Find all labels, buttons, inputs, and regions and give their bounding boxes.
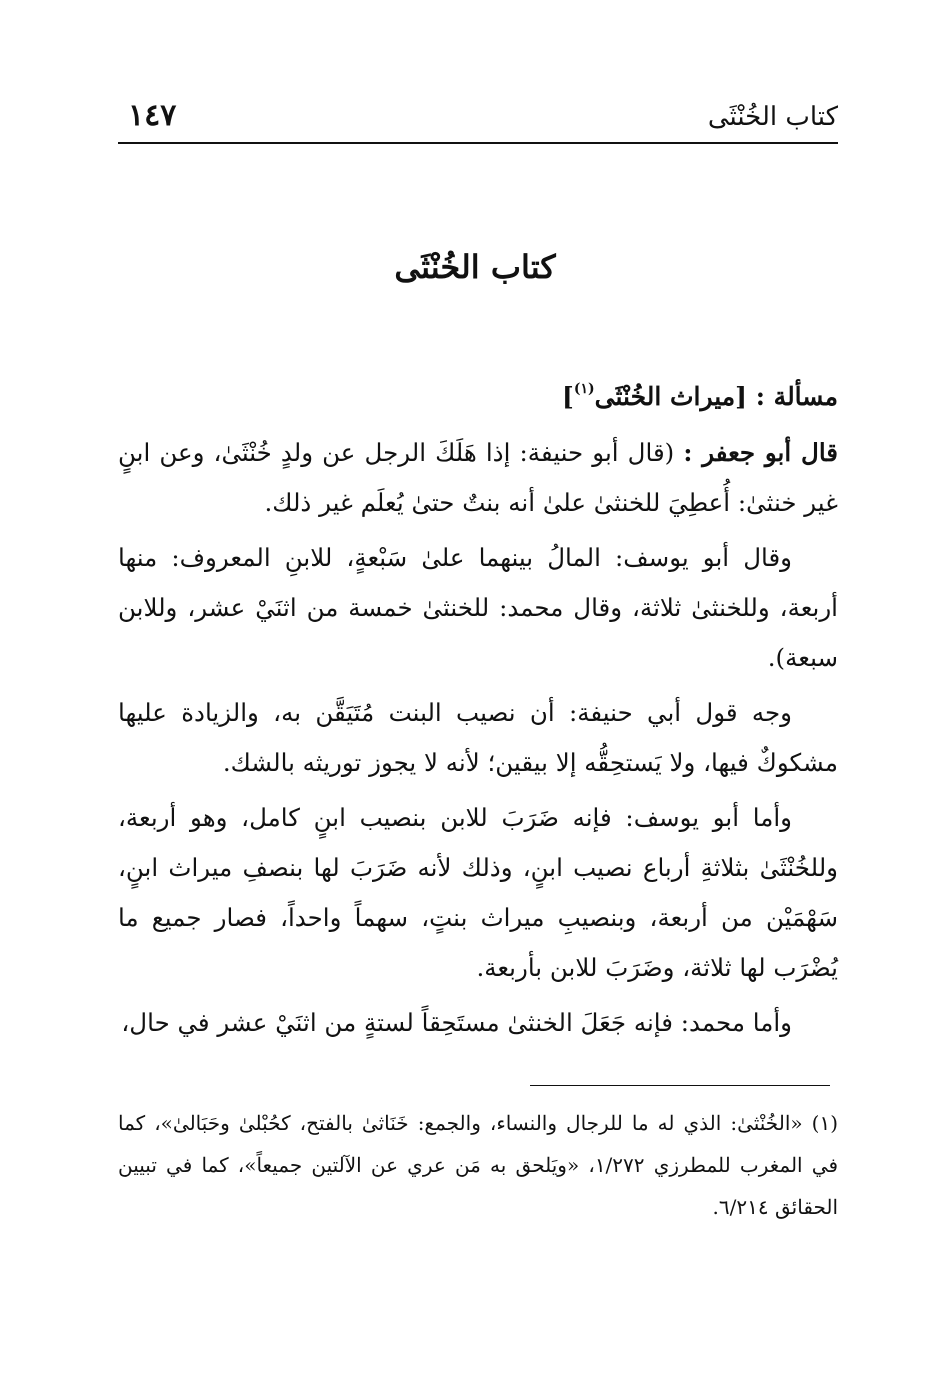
paragraph-text: وأما محمد: فإنه جَعَلَ الخنثىٰ مستَحِقاً لستةٍ من اثنَيْ عشر في حال، (121, 1008, 792, 1037)
paragraph-1 (118, 428, 838, 528)
paragraph-text: وقال أبو يوسف: المالُ بينهما علىٰ سَبْعةٍ، للابنِ المعروف: منها أربعة، وللخنثىٰ ثلاثة، وقال محمد: للخنثىٰ خمسة من اثنَيْ عشر، وللابن سبعة). (118, 543, 838, 672)
masala-label: مسألة : (755, 382, 838, 411)
paragraph-3 (118, 688, 838, 788)
masala-title: [ميراث الخُنْثَى$^{(١)}$] (562, 381, 748, 411)
running-title: كتاب الخُنْثَى (707, 102, 838, 132)
paragraph-text: وأما أبو يوسف: فإنه ضَرَبَ للابن بنصيب ابنٍ كامل، وهو أربعة، وللخُنْثَىٰ بثلاثةِ أرباع نصيب ابنٍ، وذلك لأنه ضَرَبَ لها بنصفِ ميراث ابنٍ، سَهْمَيْن من أربعة، وبنصيبِ ميراث بنتٍ، سهماً واحداً، فصار جميع ما يُضْرَب لها ثلاثة، وضَرَبَ للابن بأربعة. (118, 803, 838, 982)
paragraph-5 (118, 998, 838, 1048)
main-text (118, 372, 838, 1053)
paragraph-lead: قال أبو جعفر : (683, 438, 838, 467)
running-header (118, 96, 838, 144)
chapter-title: كتاب الخُنْثَى (394, 248, 556, 286)
masala-heading (118, 372, 838, 422)
paragraph-4 (118, 793, 838, 993)
paragraph-text: (قال أبو حنيفة: إذا هَلَكَ الرجل عن ولدٍ خُنْثَىٰ، وعن ابنٍ غير خنثىٰ: أُعطِيَ للخنثىٰ علىٰ أنه بنتٌ حتىٰ يُعلَم غير ذلك. (118, 438, 838, 517)
paragraph-2 (118, 533, 838, 683)
footnote: (١) «الخُنْثىٰ: الذي له ما للرجال والنساء، والجمع: خَنَاثىٰ بالفتح، كحُبْلىٰ وحَبَالىٰ»، كما في المغرب للمطرزي ١/٢٧٢، «ويَلحق به مَن عري عن الآلتين جميعاً»، كما في تبيين الحقائق ٦/٢١٤. (118, 1111, 839, 1219)
paragraph-text: وجه قول أبي حنيفة: أن نصيب البنت مُتَيَقَّن به، والزيادة عليها مشكوكٌ فيها، ولا يَستحِقُّه إلا بيقين؛ لأنه لا يجوز توريثه بالشك. (118, 698, 838, 777)
footnote-divider (530, 1085, 830, 1086)
page-number: ١٤٧ (128, 98, 177, 133)
footnote-mark: (١) (573, 381, 595, 397)
